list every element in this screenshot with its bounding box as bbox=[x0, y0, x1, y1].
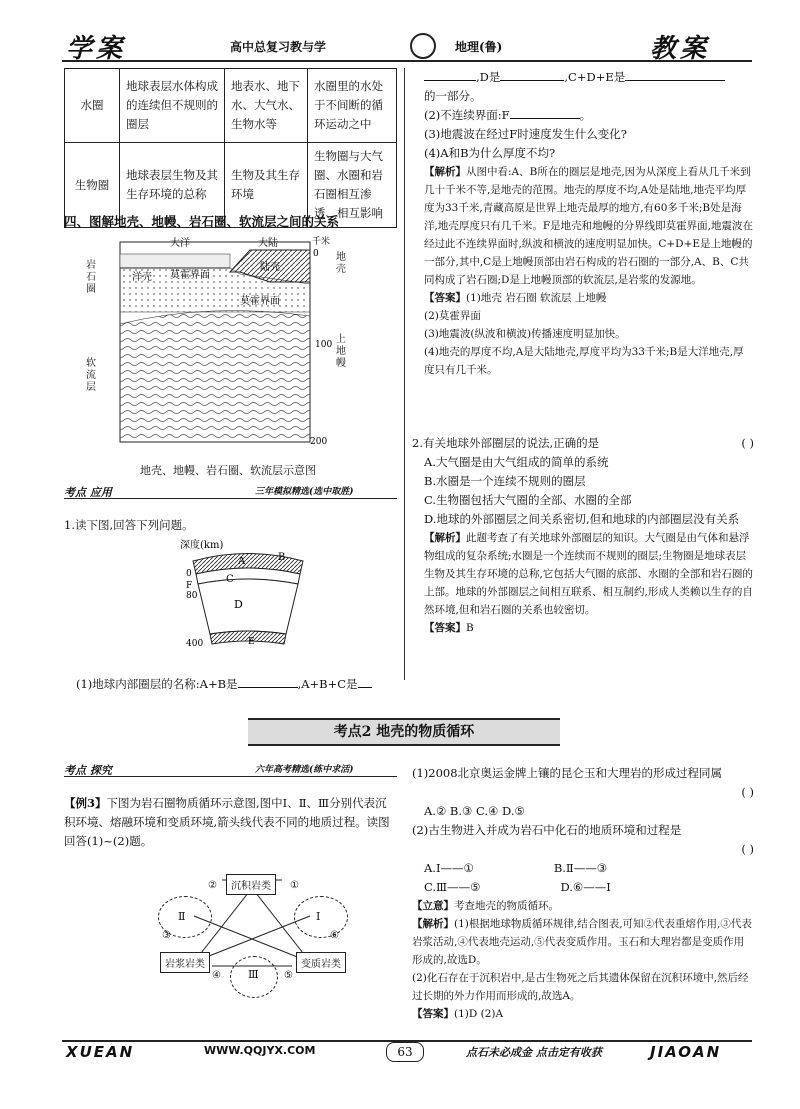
env-I: Ⅰ bbox=[316, 910, 321, 923]
kaodian-tag: 考点 应用 bbox=[64, 486, 112, 499]
fig-zero: 0 bbox=[186, 569, 192, 579]
example3-stem: 【例3】下图为岩石圈物质循环示意图,图中Ⅰ、Ⅱ、Ⅲ分别代表沉积环境、熔融环境和变质环境,箭头线代表不同的地质过程。读图回答(1)~(2)题。 bbox=[64, 796, 390, 848]
earth-layers-figure bbox=[178, 536, 318, 651]
q2-analysis: 【解析】此题考查了有关地球外部圈层的知识。大气圈是由气体和悬浮物组成的复杂系统;水圈是一个连续而不规则的圈层;生物圈是地球表层生物及其生存环境的总称,它包括大气圈的底部、水圈的全部和岩石圈的上部。地球的外部圈层之间相互联系、相互制约,形成人类赖以生存的自然环境,但和岩石圈的关系也较密切。 bbox=[424, 532, 753, 616]
ex3-q1-paren: ( ) bbox=[741, 785, 754, 799]
kaodian2-subtitle: 六年高考精选(练中求活) bbox=[255, 765, 354, 775]
q1-line2: 的一部分。 bbox=[424, 89, 482, 103]
fig-E: E bbox=[248, 637, 255, 647]
proc-2: ② bbox=[208, 880, 217, 891]
table-cell: 水圈里的水处于不间断的循环运动之中 bbox=[308, 69, 397, 143]
ex3-q2-paren: ( ) bbox=[741, 842, 754, 856]
table-cell: 地表水、地下水、大气水、生物水等 bbox=[225, 69, 308, 143]
q2-answer: 【答案】B bbox=[424, 622, 474, 634]
column-divider bbox=[404, 68, 405, 680]
table-row bbox=[65, 69, 397, 143]
section-title: 考点2 地壳的物质循环 bbox=[248, 718, 560, 746]
fig-C: C bbox=[226, 574, 234, 585]
fig-D: D bbox=[234, 598, 243, 611]
fig-B: B bbox=[278, 552, 286, 563]
proc-6: ⑥ bbox=[330, 930, 339, 941]
fig-cont-crust: 陆壳 bbox=[260, 262, 280, 273]
fig-400: 400 bbox=[186, 639, 204, 649]
q1-answer: 【答案】(1)地壳 岩石圈 软流层 上地幔 bbox=[424, 292, 607, 304]
q1-sub1: (1)地球内部圈层的名称:A+B是 ,A+B+C是 bbox=[76, 675, 372, 694]
table-cell: 生物及其生存环境 bbox=[225, 143, 308, 228]
q1-analysis: 【解析】从图中看:A、B所在的圈层是地壳,因为从深度上看从几千米到几十千米不等,是地壳的范围。地壳的厚度不均,A处是陆地,地壳平均厚度为33千米,青藏高原是世界上地壳最厚的地方,有60多千米;B处是海洋,地壳厚度只有几千米。F是地壳和地幔的分界线即莫霍界面,地震波在经过此不连续界面时,纵波和横波的速度明显加快。C+D+E是上地幔的一部分,其中,C是上地幔顶部由岩石构成的岩石圈的一部分,A、B、C共同构成了岩石圈;D是上地幔顶部的软流层,是岩浆的发源地。 bbox=[424, 166, 753, 286]
fig-d100: 100 bbox=[315, 340, 333, 350]
figure-caption: 地壳、地幔、岩石圈、软流层示意图 bbox=[140, 464, 316, 477]
fig-F: F bbox=[186, 581, 193, 591]
fig-upper-mantle-label: 上地幔 bbox=[336, 334, 346, 369]
table-cell: 生物圈 bbox=[65, 143, 120, 228]
header-center-left: 高中总复习教与学 bbox=[230, 40, 327, 54]
proc-5: ⑤ bbox=[284, 970, 293, 981]
footer-right-brand: JIAOAN bbox=[650, 1043, 722, 1061]
fig-continent-label: 大陆 bbox=[258, 238, 278, 249]
right-column-upper bbox=[424, 68, 754, 379]
fig-moho1: 莫霍界面 bbox=[170, 270, 210, 281]
header-center-right: 地理(鲁) bbox=[455, 40, 503, 54]
crust-mantle-figure bbox=[110, 232, 360, 447]
q2-block bbox=[412, 434, 754, 638]
kaodian-rule bbox=[64, 498, 397, 499]
table-cell: 生物圈与大气圈、水圈和岩石圈相互渗透、相互影响 bbox=[308, 143, 397, 228]
ex3-analysis2: (2)化石存在于沉积岩中,是古生物死之后其遗体保留在沉积环境中,然后经过长期的外力作用而形成的,故选A。 bbox=[412, 972, 749, 1002]
table-cell: 水圈 bbox=[65, 69, 120, 143]
ex3-q2: (2)古生物进入并成为岩石中化石的地质环境和过程是 bbox=[412, 823, 682, 837]
table-cell: 地球表层生物及其生存环境的总称 bbox=[120, 143, 225, 228]
ex3-answer: 【答案】(1)D (2)A bbox=[412, 1008, 504, 1020]
igneous-box: 岩浆岩类 bbox=[160, 952, 210, 973]
ex3-q2-options-cd: C.Ⅲ——⑤ D.⑥——Ⅰ bbox=[424, 880, 611, 894]
fig-depth-label: 深度(km) bbox=[180, 540, 224, 551]
example3-questions bbox=[412, 764, 754, 1024]
fig-asthenosphere-label: 软流层 bbox=[86, 358, 96, 393]
fig-crust-label: 地壳 bbox=[336, 252, 346, 275]
q2-option-a: A.大气圈是由大气组成的简单的系统 bbox=[424, 455, 609, 469]
proc-1: ① bbox=[290, 880, 299, 891]
fig-ocean-crust: 洋壳 bbox=[132, 272, 152, 283]
proc-3: ③ bbox=[162, 930, 171, 941]
kaodian-subtitle: 三年模拟精选(选中取胜) bbox=[255, 487, 354, 497]
q2-option-b: B.水圈是一个连续不规则的圈层 bbox=[424, 474, 586, 488]
header-rule bbox=[62, 60, 752, 62]
q2-stem: 2.有关地球外部圈层的说法,正确的是 ( ) bbox=[412, 436, 754, 450]
env-circle-1 bbox=[294, 896, 348, 938]
spheres-table bbox=[64, 68, 397, 228]
ex3-q1: (1)2008北京奥运金牌上镶的昆仑玉和大理岩的形成过程同属 bbox=[412, 766, 723, 780]
q1-line4: (3)地震波在经过F时速度发生什么变化? bbox=[424, 127, 627, 141]
q2-option-d: D.地球的外部圈层之间关系密切,但和地球的内部圈层没有关系 bbox=[424, 512, 740, 526]
proc-4: ④ bbox=[212, 970, 221, 981]
rock-cycle-figure bbox=[152, 866, 352, 996]
q1-line5: (4)A和B为什么厚度不均? bbox=[424, 146, 556, 160]
ex3-lizhi: 【立意】考查地壳的物质循环。 bbox=[412, 900, 559, 912]
page-number: 63 bbox=[386, 1042, 424, 1062]
ex3-q2-options-ab: A.Ⅰ——① B.Ⅱ——③ bbox=[424, 861, 608, 875]
q1-line3: (2)不连续界面:F 。 bbox=[424, 108, 592, 122]
sedimentary-box: 沉积岩类 bbox=[226, 874, 276, 895]
fig-lithosphere-label: 岩石圈 bbox=[86, 260, 96, 295]
q1-answer2: (2)莫霍界面 bbox=[424, 310, 481, 322]
kaodian2-rule bbox=[64, 776, 397, 777]
header-right-brand: 教案 bbox=[650, 34, 711, 64]
fig-moho2: 莫霍界面 bbox=[240, 296, 280, 307]
fig-ocean-label: 大洋 bbox=[170, 238, 190, 249]
header-left-brand: 学案 bbox=[66, 34, 127, 64]
q1-answer3: (3)地震波(纵波和横波)传播速度明显加快。 bbox=[424, 328, 626, 340]
q1-line1: ,D是 ,C+D+E是 bbox=[424, 68, 754, 87]
footer-slogan: 点石未必成金 点击定有收获 bbox=[466, 1046, 602, 1059]
ex3-q1-options: A.② B.③ C.④ D.⑤ bbox=[424, 804, 525, 818]
logo-icon bbox=[410, 33, 436, 59]
section4-title: 四、图解地壳、地幔、岩石圈、软流层之间的关系 bbox=[64, 214, 340, 229]
kaodian2-tag: 考点 探究 bbox=[64, 764, 112, 777]
footer-url: WWW.QQJYX.COM bbox=[204, 1044, 316, 1057]
q1-stem: 1.读下图,回答下列问题。 bbox=[64, 518, 194, 532]
fig-80: 80 bbox=[186, 591, 198, 601]
fig-A: A bbox=[238, 556, 246, 567]
q2-option-c: C.生物圈包括大气圈的全部、水圈的全部 bbox=[424, 493, 632, 507]
fig-km-label: 千米 bbox=[312, 237, 331, 247]
q1-answer4: (4)地壳的厚度不均,A是大陆地壳,厚度平均为33千米;B是大洋地壳,厚度只有几千米。 bbox=[424, 346, 744, 376]
table-cell: 地球表层水体构成的连续但不规则的圈层 bbox=[120, 69, 225, 143]
metamorphic-box: 变质岩类 bbox=[296, 952, 346, 973]
env-II: Ⅱ bbox=[178, 910, 186, 923]
fig-d200: 200 bbox=[310, 437, 328, 447]
ex3-analysis1: 【解析】(1)根据地球物质循环规律,结合图表,可知②代表重熔作用,③代表岩浆活动,④代表地壳运动,⑤代表变质作用。玉石和大理岩都是变质作用形成的,故选D。 bbox=[412, 918, 752, 966]
fig-zero-label: 0 bbox=[313, 249, 319, 259]
env-III: Ⅲ bbox=[248, 968, 259, 981]
footer-left-brand: XUEAN bbox=[66, 1043, 135, 1061]
